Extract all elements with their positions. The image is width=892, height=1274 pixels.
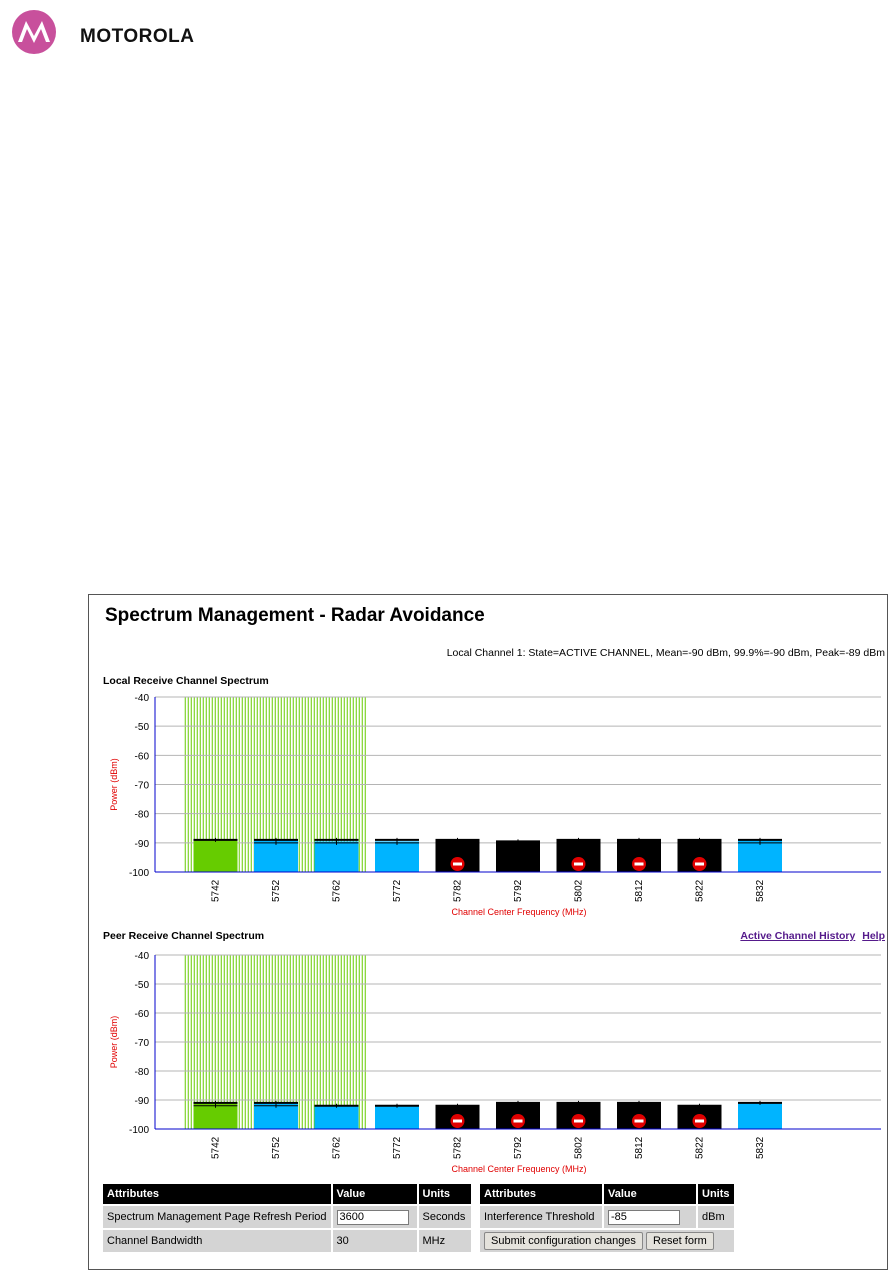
y-tick-label: -40 [134,951,149,962]
channel-bandwidth-units: MHz [419,1230,471,1252]
refresh-period-label: Spectrum Management Page Refresh Period [103,1206,331,1228]
refresh-period-units: Seconds [419,1206,471,1228]
x-tick-label: 5832 [755,879,766,902]
x-tick-label: 5812 [634,879,645,902]
no-entry-bar [695,1120,704,1123]
x-tick-label: 5772 [392,879,403,902]
table-header-row [480,1184,734,1204]
y-axis-title: Power (dBm) [109,1015,119,1069]
interference-threshold-cell [604,1206,696,1228]
x-tick-label: 5812 [634,1136,645,1159]
channel-bar [315,841,359,872]
no-entry-bar [635,863,644,866]
x-tick-label: 5782 [452,1136,464,1159]
x-tick-label: 5792 [513,879,524,902]
y-tick-label: -70 [134,1038,149,1049]
no-entry-bar [635,1120,644,1123]
channel-bandwidth-value: 30 [333,1230,417,1252]
refresh-period-cell [333,1206,417,1228]
x-tick-label: 5822 [694,879,706,902]
y-tick-label: -50 [134,722,149,734]
table-row [103,1230,471,1252]
active-channel-history-link[interactable]: Active Channel History [740,930,856,942]
chart-links [736,930,885,942]
submit-configuration-button[interactable]: Submit configuration changes [484,1232,643,1250]
x-tick-label: 5752 [271,879,282,902]
table-header: Units [698,1184,734,1204]
no-entry-bar [453,1120,462,1123]
x-tick-label: 5762 [331,1136,343,1159]
reset-form-button[interactable]: Reset form [646,1232,714,1250]
no-entry-bar [574,1120,583,1123]
y-tick-label: -80 [134,809,149,821]
x-tick-label: 5802 [573,1136,585,1159]
y-tick-label: -100 [128,868,149,879]
local-spectrum-chart [89,675,889,931]
y-tick-label: -70 [134,780,149,792]
channel-bar [375,841,419,872]
channel-bar [315,1106,359,1129]
y-tick-label: -50 [134,980,149,991]
x-tick-label: 5782 [452,879,464,902]
form-buttons-cell [480,1230,734,1252]
page-title: Spectrum Management - Radar Avoidance [105,605,485,626]
x-tick-label: 5742 [210,1136,222,1159]
attributes-table-right [478,1182,736,1254]
brand-name: MOTOROLA [80,26,195,47]
table-header: Value [333,1184,417,1204]
channel-bar [194,840,238,872]
y-tick-label: -60 [134,1009,149,1020]
interference-threshold-units: dBm [698,1206,734,1228]
refresh-period-input[interactable] [337,1210,409,1225]
no-entry-bar [574,863,583,866]
motorola-logo [8,8,258,56]
channel-bar [375,1106,419,1129]
table-header-row [103,1184,471,1204]
y-tick-label: -60 [134,751,149,763]
x-tick-label: 5772 [392,1136,403,1159]
motorola-batwing-logo-icon [8,8,60,56]
channel-bar [496,841,540,872]
y-axis-title: Power (dBm) [109,758,119,811]
channel-bandwidth-label: Channel Bandwidth [103,1230,331,1252]
table-row [103,1206,471,1228]
local-chart-title: Local Receive Channel Spectrum [103,675,269,687]
x-tick-label: 5742 [210,879,222,902]
x-axis-title: Channel Center Frequency (MHz) [451,907,587,917]
x-tick-label: 5802 [573,879,585,902]
table-header: Value [604,1184,696,1204]
table-row [480,1206,734,1228]
peer-chart-title: Peer Receive Channel Spectrum [103,930,265,942]
help-link[interactable]: Help [862,930,885,942]
interference-threshold-label: Interference Threshold [480,1206,602,1228]
x-axis-title: Channel Center Frequency (MHz) [451,1164,587,1174]
y-tick-label: -80 [134,1067,149,1078]
y-tick-label: -40 [134,693,149,704]
x-tick-label: 5752 [271,1136,282,1159]
attributes-table-left [101,1182,473,1254]
table-header: Attributes [480,1184,602,1204]
x-tick-label: 5792 [513,1136,524,1159]
table-header: Attributes [103,1184,331,1204]
y-tick-label: -90 [134,1096,149,1107]
local-channel-status: Local Channel 1: State=ACTIVE CHANNEL, Mean=-90 dBm, 99.9%=-90 dBm, Peak=-89 dBm [446,647,885,659]
no-entry-bar [453,863,462,866]
table-header: Units [419,1184,471,1204]
x-tick-label: 5832 [755,1136,766,1159]
x-tick-label: 5762 [331,879,343,902]
y-tick-label: -90 [134,838,149,850]
channel-bar [738,1103,782,1129]
x-tick-label: 5822 [694,1136,706,1159]
no-entry-bar [514,1120,523,1123]
no-entry-bar [695,863,704,866]
interference-threshold-input[interactable] [608,1210,680,1225]
peer-spectrum-chart [89,943,889,1177]
spectrum-management-panel [88,594,888,1270]
y-tick-label: -100 [128,1125,149,1136]
table-row [480,1230,734,1252]
